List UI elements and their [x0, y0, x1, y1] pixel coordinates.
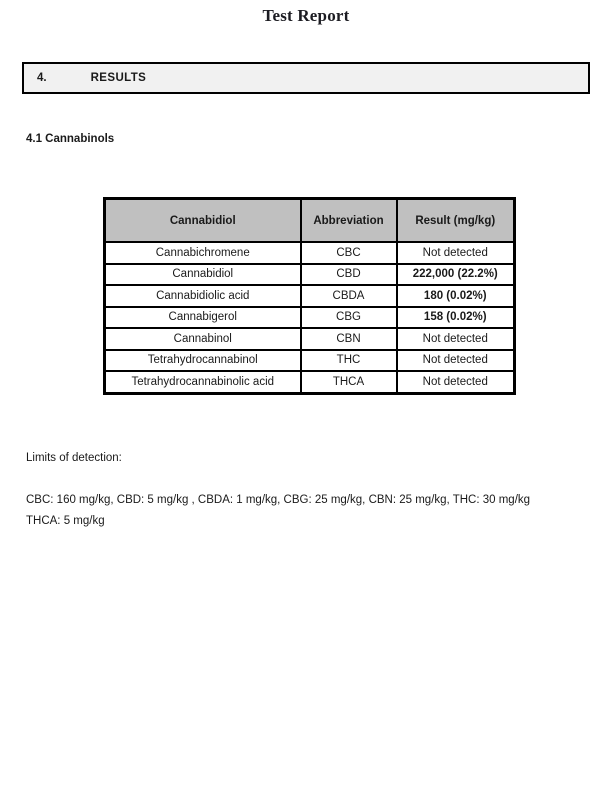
limits-of-detection-label: Limits of detection:: [26, 452, 122, 464]
table-row: [105, 242, 515, 264]
compound-name: Tetrahydrocannabinolic acid: [105, 371, 301, 393]
compound-abbr: CBC: [301, 242, 397, 264]
compound-abbr: CBN: [301, 328, 397, 350]
compound-abbr: CBG: [301, 307, 397, 329]
compound-result: Not detected: [397, 371, 515, 393]
limits-of-detection-values: [26, 490, 586, 532]
table-row: [105, 328, 515, 350]
compound-result: 158 (0.02%): [397, 307, 515, 329]
column-header-result: Result (mg/kg): [397, 199, 515, 243]
compound-name: Cannabichromene: [105, 242, 301, 264]
table-row: [105, 307, 515, 329]
table-row: [105, 264, 515, 286]
column-header-abbreviation: Abbreviation: [301, 199, 397, 243]
cannabinoids-table: [103, 197, 516, 395]
compound-name: Tetrahydrocannabinol: [105, 350, 301, 372]
subsection-title: 4.1 Cannabinols: [26, 133, 115, 145]
document-title: Test Report: [262, 6, 350, 25]
compound-result: Not detected: [397, 350, 515, 372]
compound-name: Cannabigerol: [105, 307, 301, 329]
limits-line-2: THCA: 5 mg/kg: [26, 515, 105, 527]
section-number: 4.: [37, 72, 47, 84]
compound-abbr: CBD: [301, 264, 397, 286]
compound-abbr: THC: [301, 350, 397, 372]
compound-name: Cannabinol: [105, 328, 301, 350]
compound-abbr: THCA: [301, 371, 397, 393]
compound-result: 180 (0.02%): [397, 285, 515, 307]
column-header-compound: Cannabidiol: [105, 199, 301, 243]
compound-name: Cannabidiol: [105, 264, 301, 286]
limits-line-1: CBC: 160 mg/kg, CBD: 5 mg/kg , CBDA: 1 mg/kg, CBG: 25 mg/kg, CBN: 25 mg/kg, THC: 30 mg/kg: [26, 494, 531, 506]
table-row: [105, 350, 515, 372]
table-row: [105, 285, 515, 307]
compound-result: Not detected: [397, 242, 515, 264]
compound-name: Cannabidiolic acid: [105, 285, 301, 307]
compound-abbr: CBDA: [301, 285, 397, 307]
table-row: [105, 371, 515, 393]
section-results-header: [22, 62, 590, 94]
table-header-row: [105, 199, 515, 243]
compound-result: Not detected: [397, 328, 515, 350]
section-heading: RESULTS: [90, 72, 147, 84]
compound-result: 222,000 (22.2%): [397, 264, 515, 286]
